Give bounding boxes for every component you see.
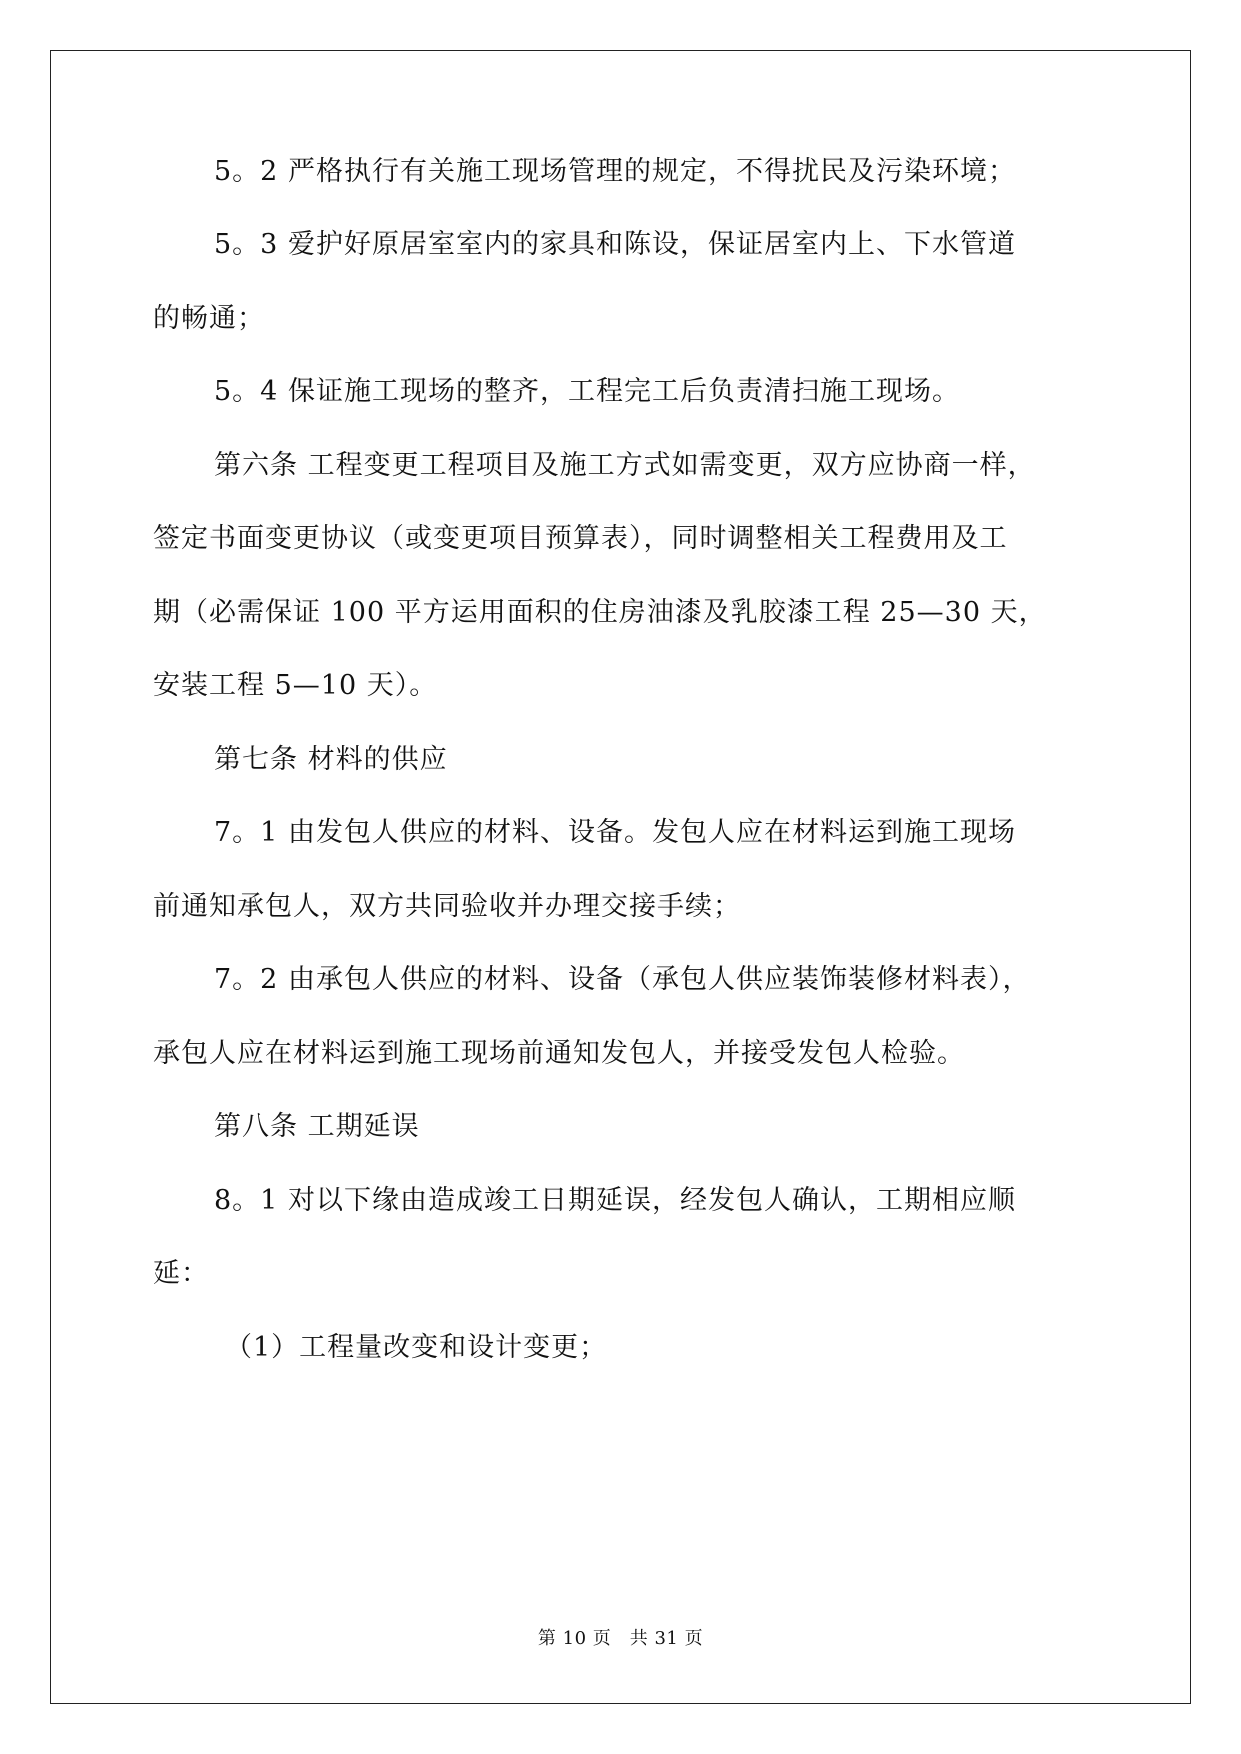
clause-8-1-item-1: （1）工程量改变和设计变更； [225,1332,608,1363]
clause-5-4: 5。4 保证施工现场的整齐，工程完工后负责清扫施工现场。 [214,376,960,407]
clause-7-2-continued: 承包人应在材料运到施工现场前通知发包人，并接受发包人检验。 [153,1038,965,1069]
page-border [50,50,1191,1704]
article-6-continued-1: 签定书面变更协议（或变更项目预算表），同时调整相关工程费用及工 [153,523,1008,554]
page-number-footer: 第 10 页 共 31 页 [537,1628,704,1649]
clause-7-1-continued: 前通知承包人，双方共同验收并办理交接手续； [153,891,741,922]
article-6: 第六条 工程变更工程项目及施工方式如需变更，双方应协商一样， [214,450,1036,481]
article-6-continued-3: 安装工程 5—10 天）。 [153,670,438,701]
clause-8-1: 8。1 对以下缘由造成竣工日期延误，经发包人确认，工期相应顺 [214,1185,1016,1216]
clause-7-1: 7。1 由发包人供应的材料、设备。发包人应在材料运到施工现场 [214,817,1016,848]
clause-5-3: 5。3 爱护好原居室室内的家具和陈设，保证居室内上、下水管道 [214,229,1016,260]
clause-5-2: 5。2 严格执行有关施工现场管理的规定，不得扰民及污染环境； [214,156,1016,187]
clause-5-3-continued: 的畅通； [153,303,265,334]
clause-8-1-continued: 延： [153,1258,209,1289]
article-7-heading: 第七条 材料的供应 [214,744,448,775]
clause-7-2: 7。2 由承包人供应的材料、设备（承包人供应装饰装修材料表）， [214,964,1031,995]
article-6-continued-2: 期（必需保证 100 平方运用面积的住房油漆及乳胶漆工程 25—30 天， [153,597,1047,628]
article-8-heading: 第八条 工期延误 [214,1111,420,1142]
